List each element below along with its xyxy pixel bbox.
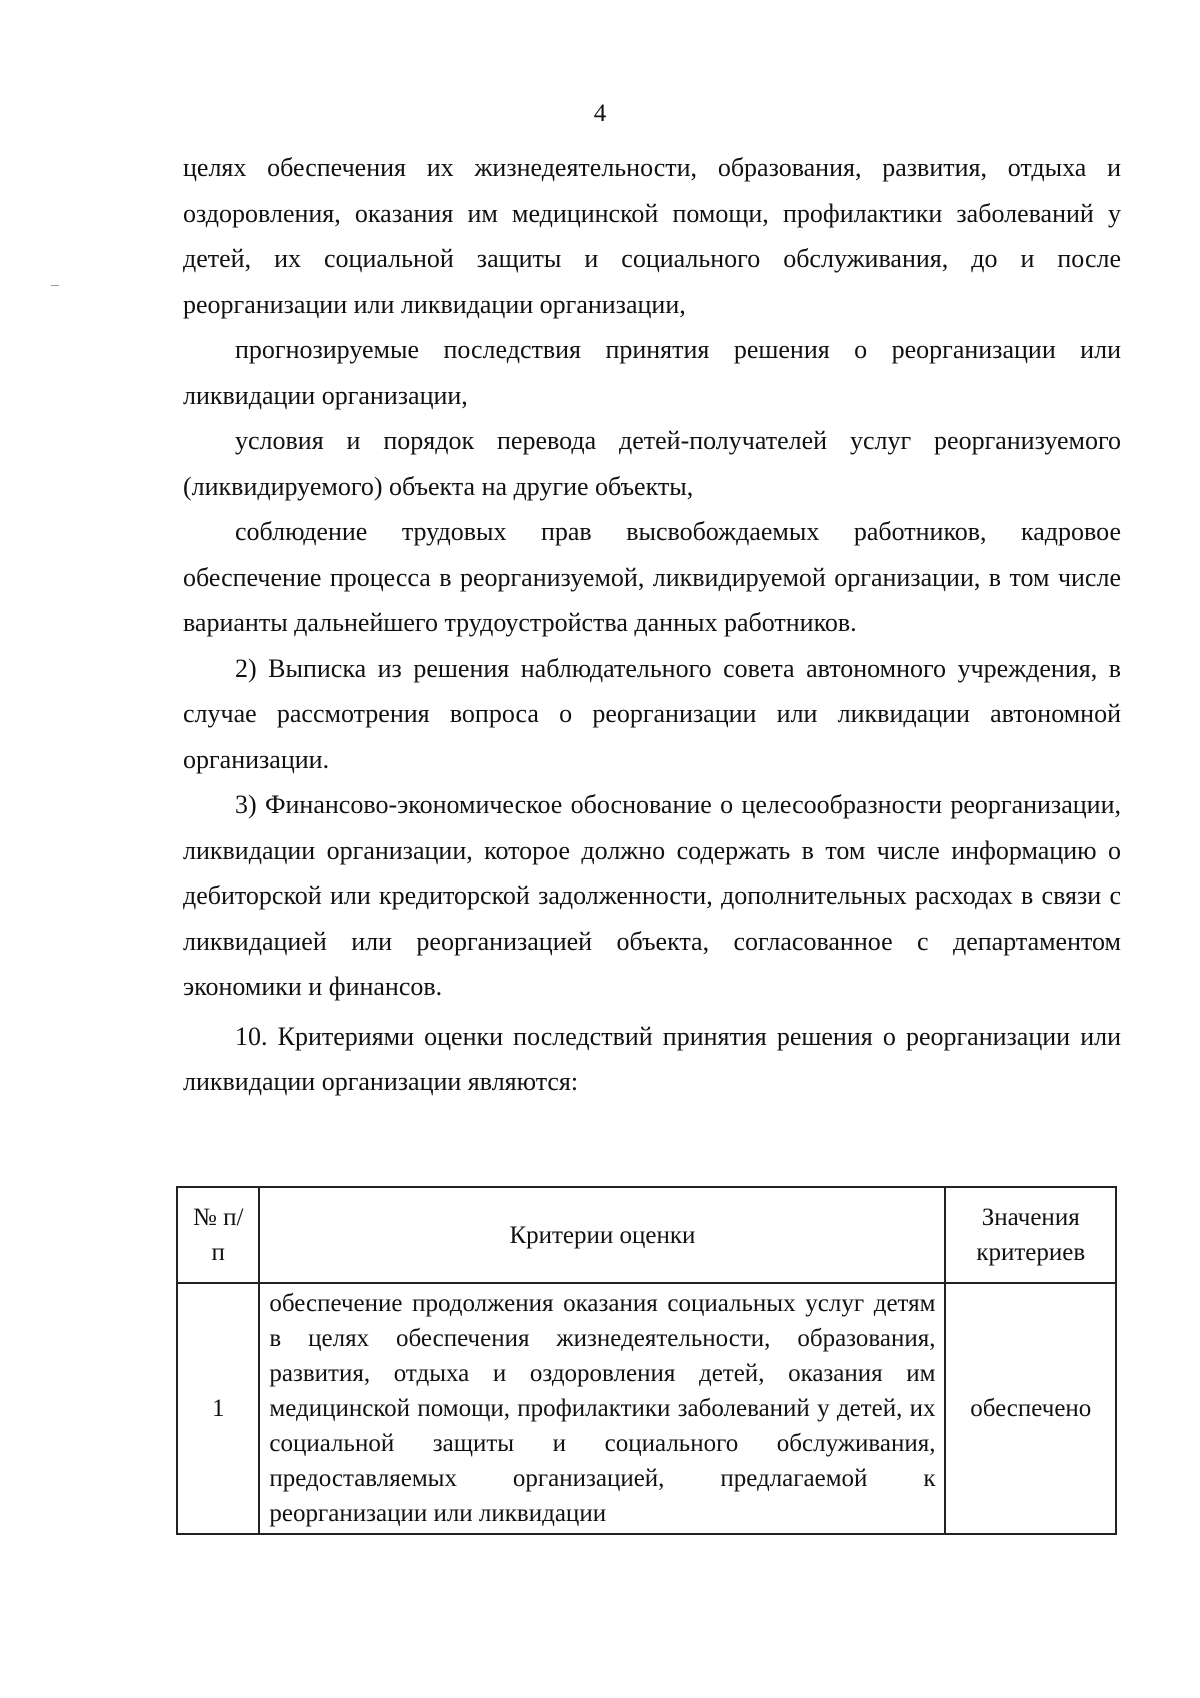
paragraph-consequences: прогнозируемые последствия принятия решения о реорганизации или ликвидации организации, [183,335,1121,410]
header-number: № п/п [177,1187,259,1283]
cell-value: обеспечено [945,1283,1116,1534]
paragraph-labor-rights: соблюдение трудовых прав высвобождаемых работников, кадровое обеспечение процесса в реорганизуемой, ликвидируемой организации, в том числе варианты дальнейшего трудоустройства данных работников. [183,517,1121,637]
paragraph-item-2: 2) Выписка из решения наблюдательного совета автономного учреждения, в случае рассмотрения вопроса о реорганизации или ликвидации автономной организации. [183,653,1121,774]
cell-criteria: обеспечение продолжения оказания социальных услуг детям в целях обеспечения жизнедеятельности, образования, развития, отдыха и оздоровления детей, оказания им медицинской помощи, профилактики заболеваний у детей, их социальной защиты и социального обслуживания, предоставляемых организацией, предлагаемой к реорганизации или ликвидации [259,1283,945,1534]
scan-margin-mark [51,285,59,286]
header-value: Значения критериев [945,1187,1116,1283]
paragraph-section-10: 10. Критериями оценки последствий принятия решения о реорганизации или ликвидации организации являются: [183,1021,1121,1096]
header-criteria: Критерии оценки [259,1187,945,1283]
paragraph-transfer-conditions: условия и порядок перевода детей-получателей услуг реорганизуемого (ликвидируемого) объекта на другие объекты, [183,426,1121,501]
table-header-row [177,1187,1116,1283]
page-number: 4 [593,100,607,127]
criteria-table [176,1186,1117,1535]
paragraph-continuation: целях обеспечения их жизнедеятельности, образования, развития, отдыха и оздоровления, оказания им медицинской помощи, профилактики заболеваний у детей, их социальной защиты и социального обслуживания, до и после реорганизации или ликвидации организации, [183,153,1121,319]
table-row [177,1283,1116,1534]
paragraph-item-3: 3) Финансово-экономическое обоснование о целесообразности реорганизации, ликвидации организации, которое должно содержать в том числе информацию о дебиторской или кредиторской задолженности, дополнительных расходах в связи с ликвидацией или реорганизацией объекта, согласованное с департаментом экономики и финансов. [183,790,1121,1001]
document-body [183,145,1121,1105]
cell-number: 1 [177,1283,259,1534]
